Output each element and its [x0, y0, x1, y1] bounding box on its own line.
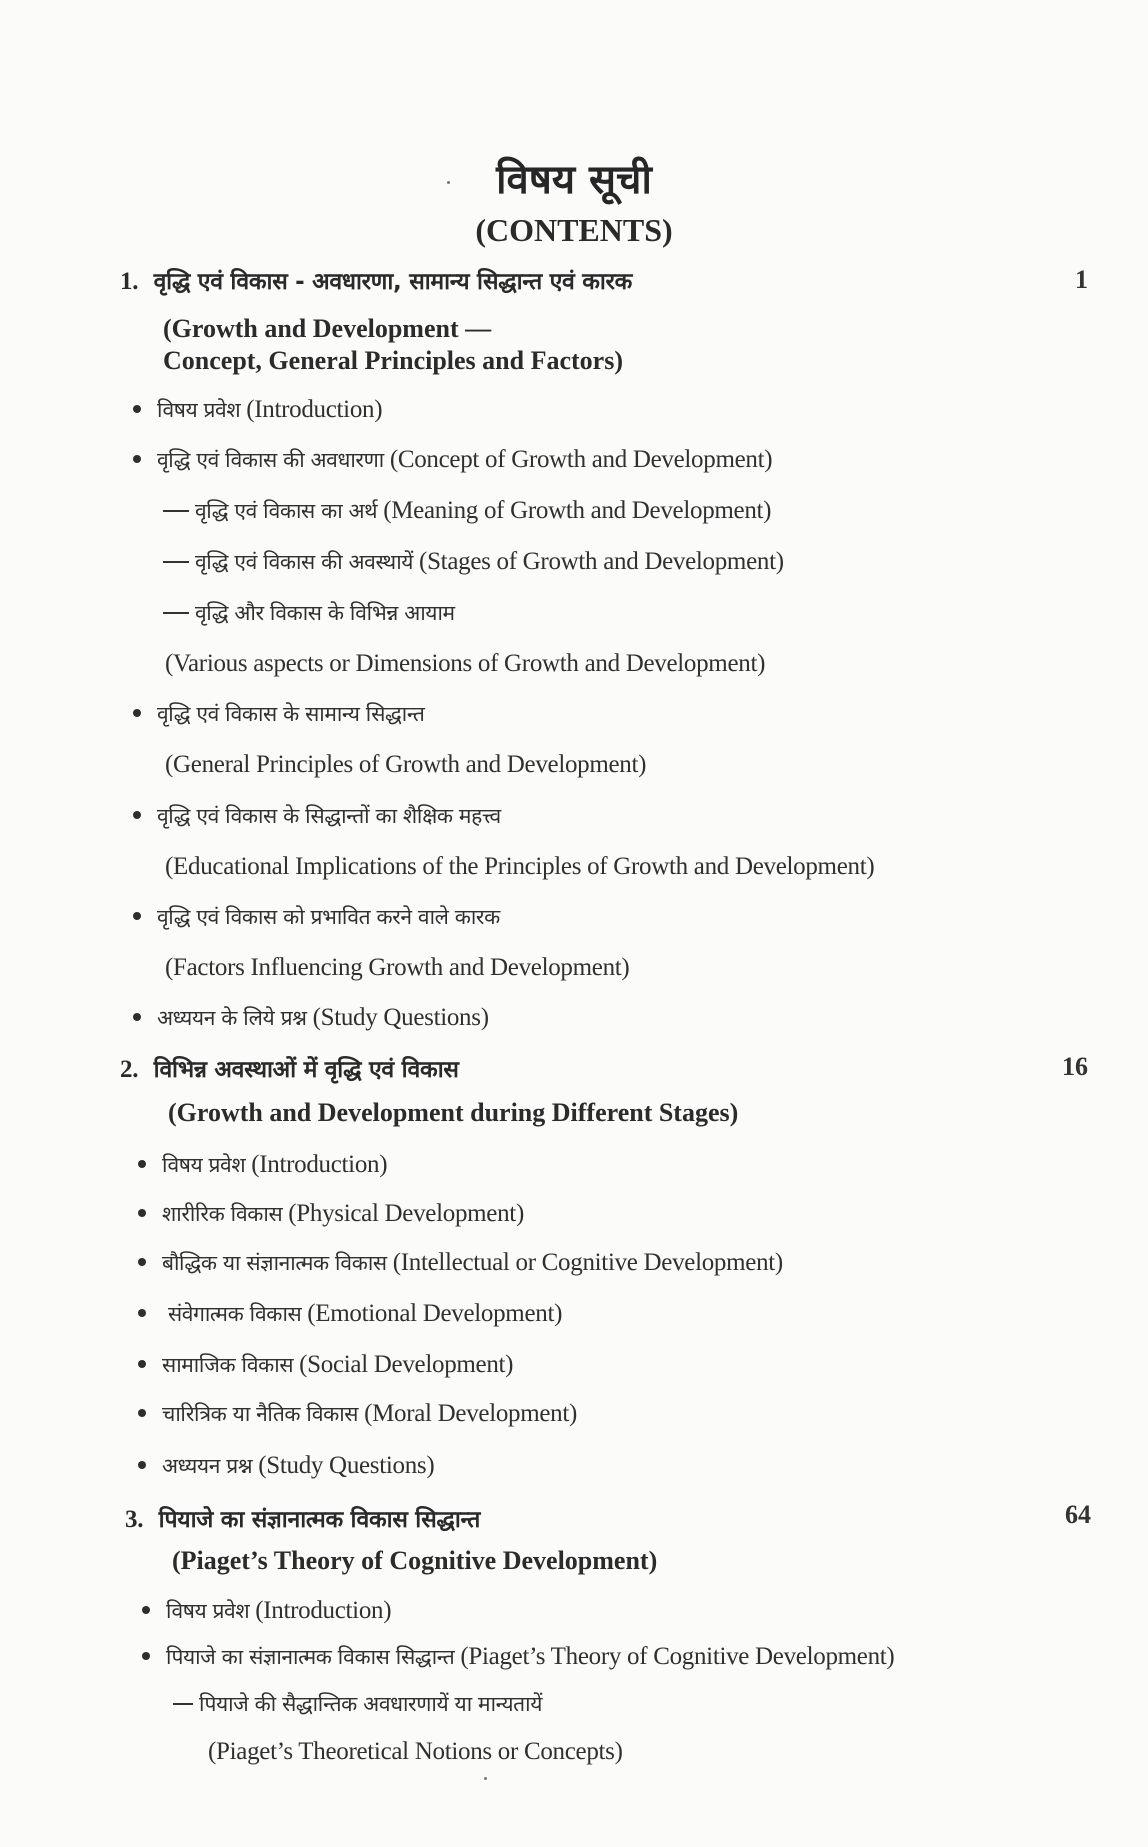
- list-item[interactable]: अध्ययन के लिये प्रश्न (Study Questions): [133, 1004, 489, 1032]
- chapter-number: 3.: [125, 1506, 144, 1533]
- bullet-icon: [142, 1606, 150, 1614]
- page-title-english: (CONTENTS): [475, 212, 673, 248]
- bullet-icon: [133, 811, 141, 819]
- bullet-icon: [138, 1309, 146, 1317]
- bullet-icon: [138, 1461, 146, 1469]
- dash-icon: [173, 1703, 193, 1705]
- list-item[interactable]: वृद्धि एवं विकास की अवधारणा (Concept of Growth and Development): [133, 446, 772, 474]
- chapter-3-heading[interactable]: [125, 1502, 480, 1534]
- chapter-title-hindi: विभिन्न अवस्थाओं में वृद्धि एवं विकास: [153, 1057, 459, 1083]
- list-item[interactable]: चारित्रिक या नैतिक विकास (Moral Development): [138, 1400, 577, 1428]
- list-item-english: (Factors Influencing Growth and Development): [165, 954, 630, 981]
- dash-icon: [163, 612, 189, 614]
- bullet-icon: [133, 455, 141, 463]
- list-item[interactable]: अध्ययन प्रश्न (Study Questions): [138, 1452, 434, 1480]
- sub-list-item[interactable]: वृद्धि और विकास के विभिन्न आयाम: [163, 599, 455, 627]
- bullet-icon: [138, 1258, 146, 1266]
- bullet-icon: [138, 1160, 146, 1168]
- chapter-3-title-english: (Piaget’s Theory of Cognitive Development): [172, 1546, 658, 1575]
- sub-list-item[interactable]: पियाजे की सैद्धान्तिक अवधारणायें या मान्यतायें: [173, 1690, 542, 1718]
- bullet-icon: [133, 912, 141, 920]
- list-item[interactable]: विषय प्रवेश (Introduction): [142, 1597, 391, 1625]
- list-item[interactable]: विषय प्रवेश (Introduction): [138, 1151, 387, 1179]
- chapter-number: 1.: [120, 268, 139, 295]
- chapter-1-title-english-line2: Concept, General Principles and Factors): [163, 346, 623, 375]
- chapter-title-hindi: वृद्धि एवं विकास - अवधारणा, सामान्य सिद्धान्त एवं कारक: [153, 269, 632, 295]
- list-item[interactable]: पियाजे का संज्ञानात्मक विकास सिद्धान्त (Piaget’s Theory of Cognitive Development): [142, 1643, 894, 1671]
- chapter-1-title-english-line1: (Growth and Development —: [163, 314, 492, 343]
- list-item[interactable]: सामाजिक विकास (Social Development): [138, 1351, 513, 1379]
- sub-list-item-english: (Piaget’s Theoretical Notions or Concepts): [208, 1738, 623, 1765]
- bullet-icon: [138, 1360, 146, 1368]
- list-item-english: (General Principles of Growth and Development): [165, 751, 647, 778]
- bullet-icon: [133, 1013, 141, 1021]
- list-item[interactable]: शारीरिक विकास (Physical Development): [138, 1200, 524, 1228]
- sub-list-item[interactable]: वृद्धि एवं विकास की अवस्थायें (Stages of Growth and Development): [163, 548, 784, 576]
- sub-list-item[interactable]: वृद्धि एवं विकास का अर्थ (Meaning of Growth and Development): [163, 497, 771, 525]
- list-item[interactable]: संवेगात्मक विकास (Emotional Development): [138, 1300, 562, 1328]
- list-item[interactable]: वृद्धि एवं विकास के सामान्य सिद्धान्त: [133, 700, 424, 728]
- chapter-number: 2.: [120, 1056, 139, 1083]
- list-item[interactable]: वृद्धि एवं विकास के सिद्धान्तों का शैक्षिक महत्त्व: [133, 802, 501, 830]
- chapter-2-title-english: (Growth and Development during Different Stages): [168, 1098, 739, 1127]
- page-title-hindi: विषय सूची: [496, 157, 652, 203]
- list-item[interactable]: विषय प्रवेश (Introduction): [133, 396, 382, 424]
- bullet-icon: [138, 1209, 146, 1217]
- chapter-1-heading[interactable]: [120, 264, 632, 296]
- bullet-icon: [133, 405, 141, 413]
- speck-mark: [484, 1777, 487, 1780]
- chapter-2-page-number: 16: [1062, 1052, 1088, 1081]
- list-item[interactable]: बौद्धिक या संज्ञानात्मक विकास (Intellectual or Cognitive Development): [138, 1249, 783, 1277]
- dash-icon: [163, 510, 189, 512]
- speck-mark: [447, 181, 450, 184]
- chapter-1-page-number: 1: [1075, 265, 1088, 294]
- chapter-3-page-number: 64: [1065, 1500, 1091, 1529]
- list-item-english: (Educational Implications of the Principles of Growth and Development): [165, 853, 875, 880]
- bullet-icon: [138, 1409, 146, 1417]
- list-item[interactable]: वृद्धि एवं विकास को प्रभावित करने वाले कारक: [133, 903, 500, 931]
- dash-icon: [163, 561, 189, 563]
- bullet-icon: [142, 1652, 150, 1660]
- sub-list-item-english: (Various aspects or Dimensions of Growth and Development): [165, 650, 766, 677]
- chapter-title-hindi: पियाजे का संज्ञानात्मक विकास सिद्धान्त: [158, 1507, 481, 1533]
- bullet-icon: [133, 709, 141, 717]
- chapter-2-heading[interactable]: [120, 1052, 459, 1084]
